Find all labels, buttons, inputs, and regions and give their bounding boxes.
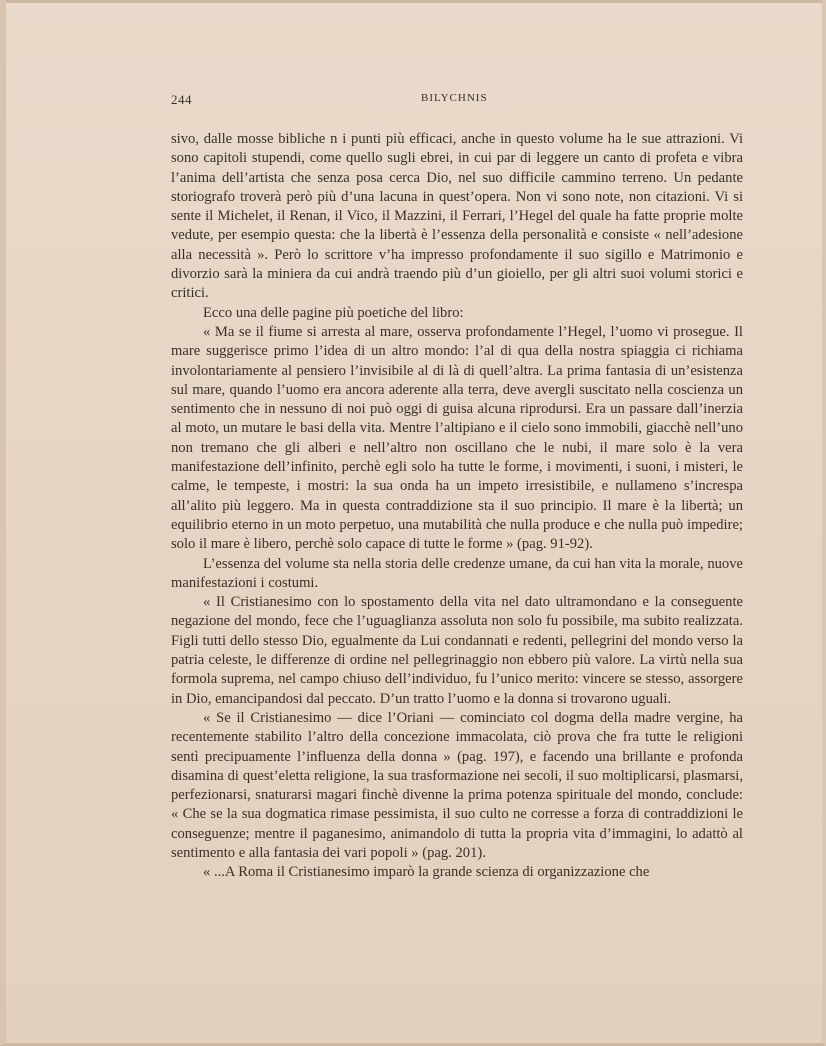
body-text xyxy=(171,130,743,883)
paragraph: Ecco una delle pagine più poetiche del libro: xyxy=(203,304,464,321)
paragraph: sivo, dalle mosse bibliche n i punti più efficaci, anche in questo volume ha le sue attrazioni. Vi sono capitoli stupendi, come quello sugli ebrei, in cui par di leggere un canto di profeta e vibra l’anima dell’artista che senza posa cerca Dio, nel suo difficile cammino terreno. Un pedante storiografo troverà però più d’una lacuna in quest’opera. Non vi sono note, non citazioni. Vi si sente il Michelet, il Renan, il Vico, il Mazzini, il Ferrari, l’Hegel del quale ha fatte proprie molte vedute, per esempio questa: che la libertà è l’essenza della personalità e consiste « nell’adesione alla necessità ». Però lo scrittore v’ha impresso profondamente il suo sigillo e Matrimonio e divorzio sarà la miniera da cui andrà traendo più d’un gioiello, per gli altri suoi volumi storici e critici. xyxy=(171,131,743,302)
paragraph: « Se il Cristianesimo — dice l’Oriani — cominciato col dogma della madre vergine, ha recentemente stabilito l’altro della concezione immacolata, ciò prova che fra tutte le religioni sentì precipuamente l’influenza della donna » (pag. 197), e facendo una brillante e profonda disamina di quest’eletta religione, la sua trasformazione nei secoli, il suo moltiplicarsi, plasmarsi, perfezionarsi, snaturarsi magari finchè divenne la prima potenza spirituale del mondo, conclude: « Che se la sua dogmatica rimase pessimista, il suo culto ne corresse a forza di contraddizioni le conseguenze; mentre il paganesimo, animandolo di tutta la propria vita d’immagini, lo adattò al sentimento e alla fantasia dei vari popoli » (pag. 201). xyxy=(171,709,743,861)
paragraph: « Ma se il fiume si arresta al mare, osserva profondamente l’Hegel, l’uomo vi prosegue. Il mare suggerisce primo l’idea di un altro mondo: l’al di qua della nostra spiaggia ci richiama involontariamente al pensiero l’invisibile al di là di quell’altra. La prima fantasia di un’esistenza sul mare, quando l’uomo era ancora aderente alla terra, deve avergli suscitato nella coscienza un sentimento che in nessuno di noi può oggi di guisa alcuna riprodursi. Era un passare dall’inerzia al moto, un mutare le basi della vita. Mentre l’altipiano e il cielo sono immobili, giacchè nell’uno non tremano che gli alberi e nell’altro non oscillano che le nubi, il mare solo è la vera manifestazione dell’infinito, perchè egli solo ha tutte le forme, i movimenti, i suoni, i misteri, le calme, le tempeste, i mostri: la sua onda ha un impeto irresistibile, e nullameno s’increspa all’alito più leggero. Ma in questa contraddizione sta il suo principio. Il mare è la libertà; un equilibrio eterno in un moto perpetuo, una mutabilità che nulla produce e che nulla può impedire; solo il mare è libero, perchè solo capace di tutte le forme » (pag. 91-92). xyxy=(171,323,743,553)
page-number: 244 xyxy=(171,92,192,107)
running-title: BILYCHNIS xyxy=(421,92,488,104)
paragraph: « Il Cristianesimo con lo spostamento della vita nel dato ultramondano e la conseguente negazione del mondo, fece che l’uguaglianza assoluta non solo fu possibile, ma subito realizzata. Figli tutti dello stesso Dio, egualmente da Lui condannati e redenti, pellegrini del mondo verso la patria celeste, le differenze di ordine nel pellegrinaggio non ebbero più valore. La virtù nella sua formola suprema, nel campo chiuso dell’individuo, fu l’unico merito: vincere se stesso, assorgere in Dio, emancipandosi dal peccato. D’un tratto l’uomo e la donna si trovarono uguali. xyxy=(171,594,743,707)
paragraph: L’essenza del volume sta nella storia delle credenze umane, da cui han vita la morale, nuove manifestazioni i costumi. xyxy=(171,555,743,591)
page-top-edge xyxy=(6,0,822,3)
page-header xyxy=(171,92,743,112)
paragraph: « ...A Roma il Cristianesimo imparò la grande scienza di organizzazione che xyxy=(203,864,650,881)
